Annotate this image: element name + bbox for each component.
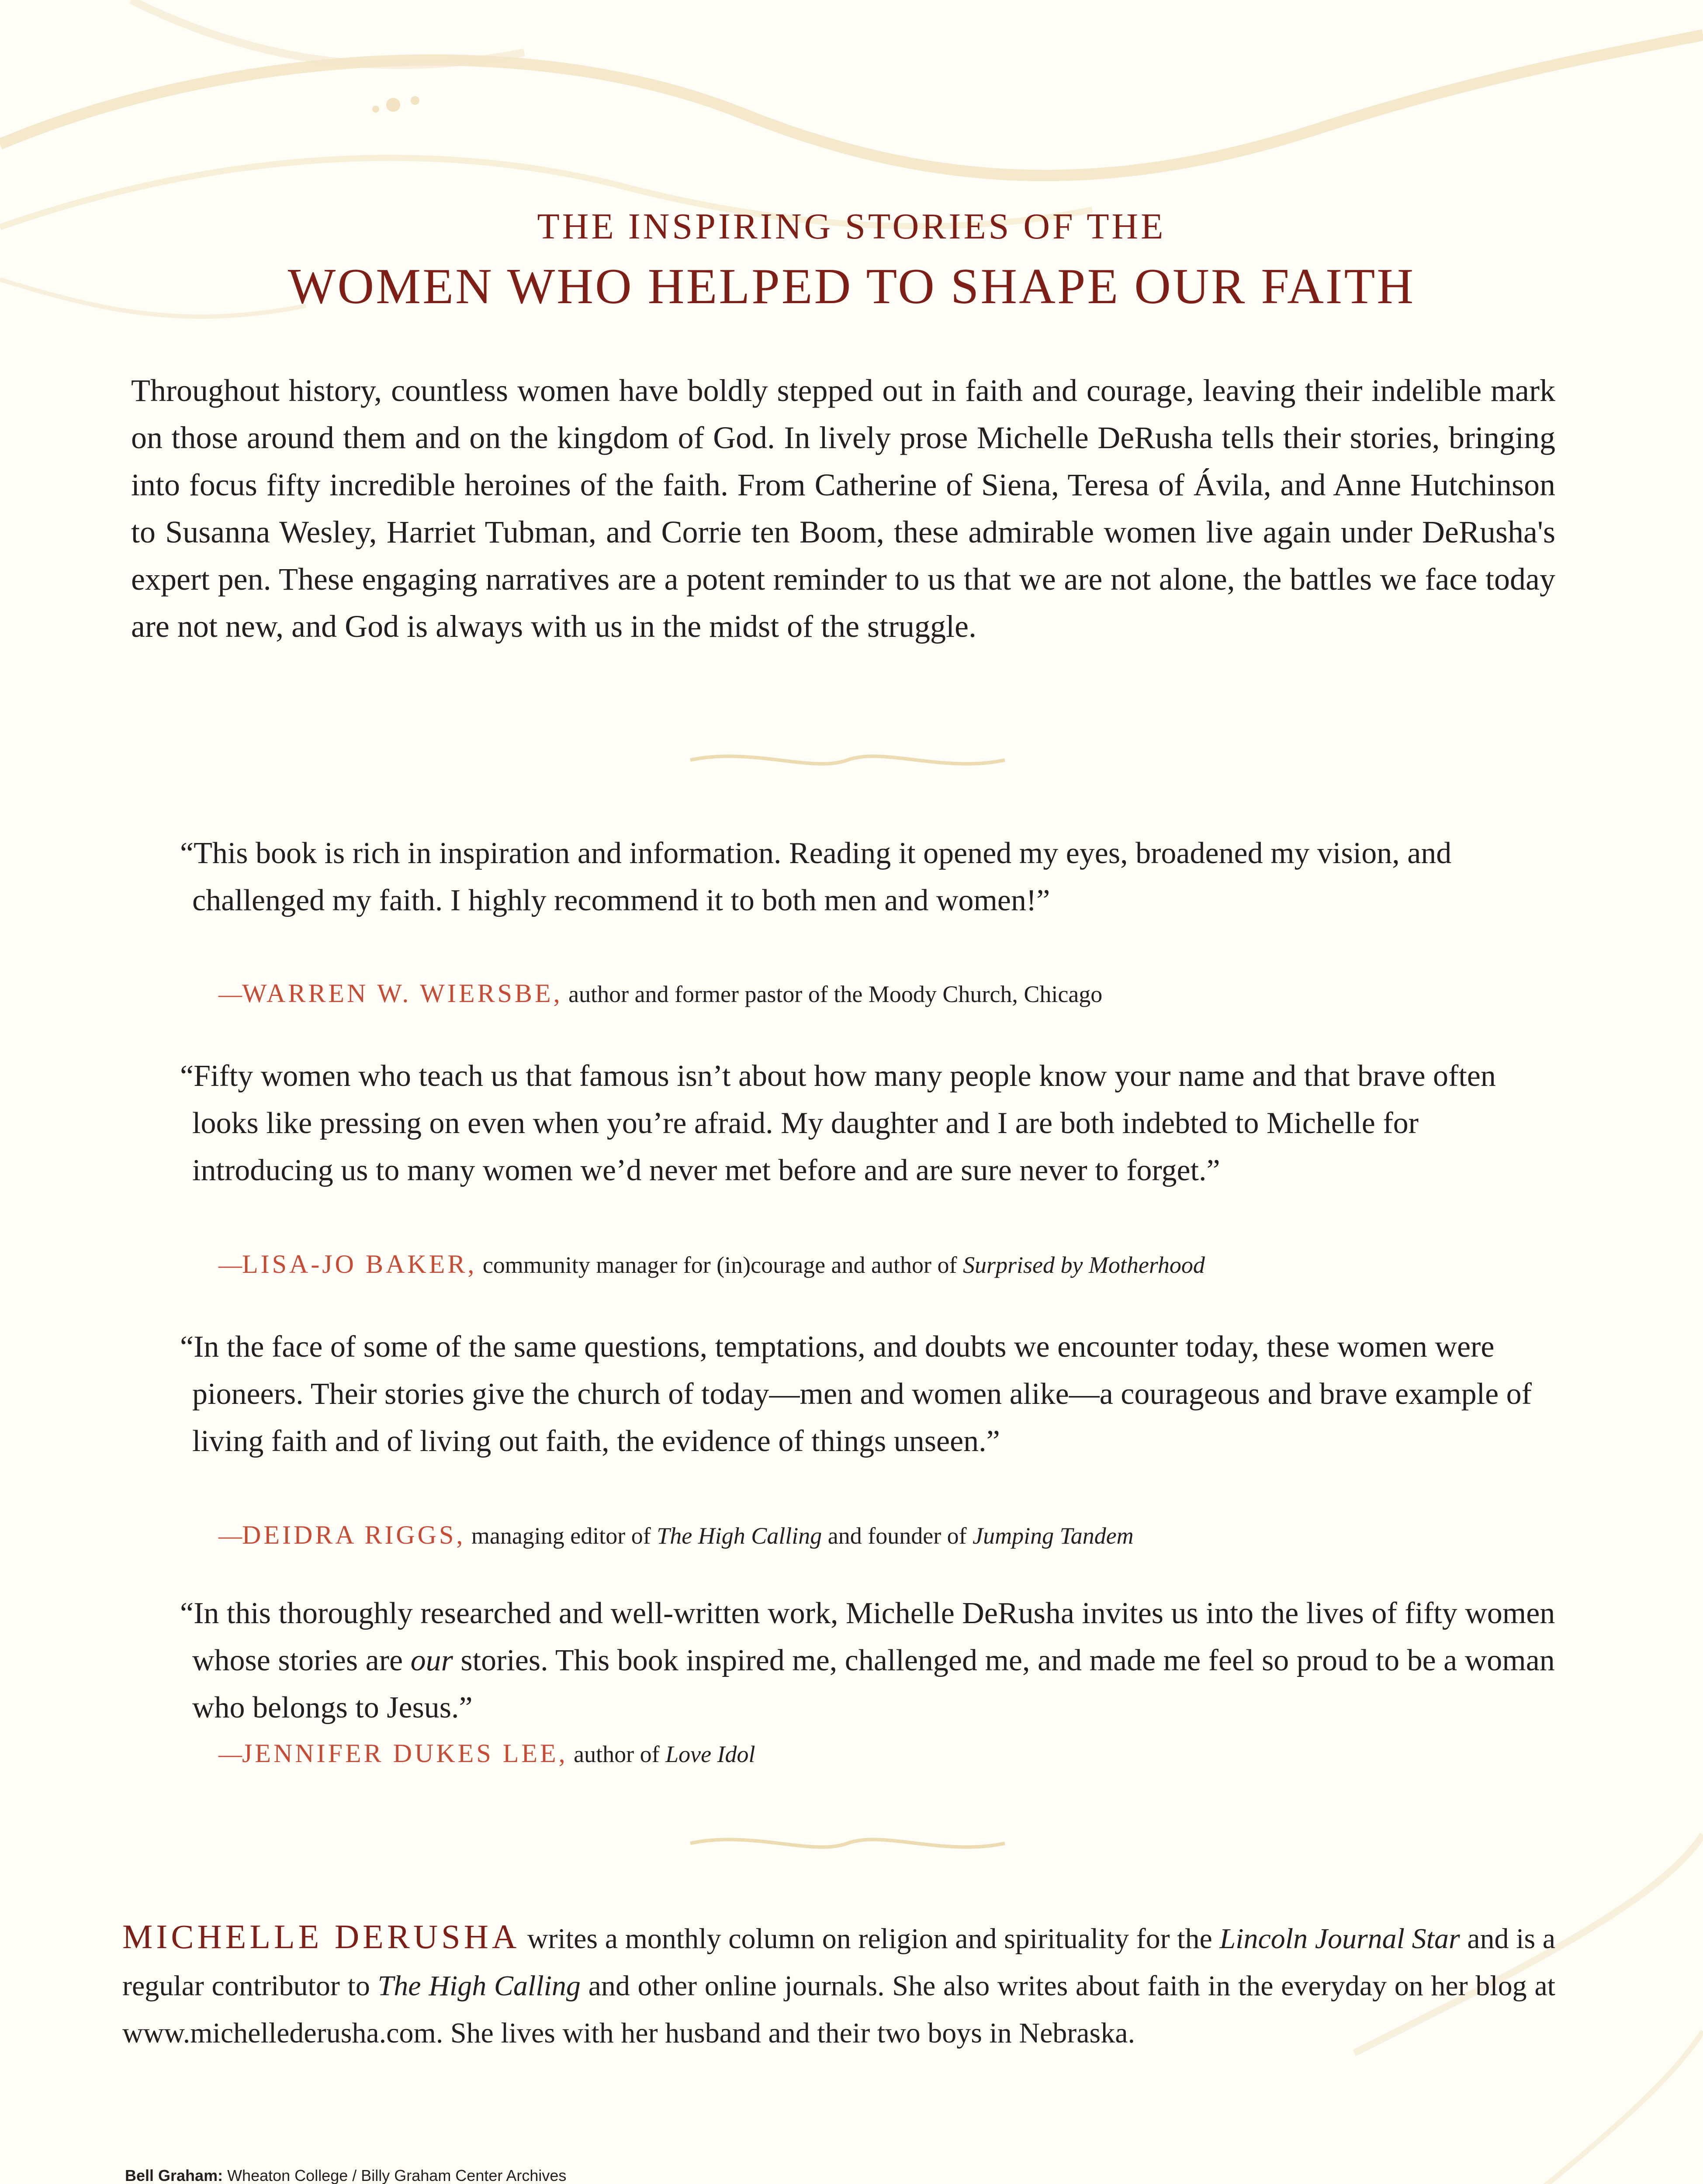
tagline-heading-line-2: WOMEN WHO HELPED TO SHAPE OUR FAITH (287, 259, 1416, 314)
credit-source: Wheaton College / Billy Graham Center Archives (223, 2167, 567, 2184)
endorser-name: JENNIFER DUKES LEE, (242, 1739, 568, 1768)
endorser-role: author of (568, 1741, 666, 1767)
endorser-organization: Jumping Tandem (973, 1523, 1134, 1549)
divider-ornament (682, 743, 1014, 778)
attribution-dash: — (218, 1523, 242, 1549)
endorsement-attribution-3 (218, 1520, 1573, 1550)
tagline-heading-line-1: THE INSPIRING STORIES OF THE (537, 206, 1166, 247)
bio-text: and other online journals. She also writes about faith in the everyday on her blog at www.michellederusha.com. She lives with her husband and their two boys in Nebraska. (122, 1970, 1555, 2049)
endorsement-attribution-4 (218, 1738, 1573, 1769)
endorser-role-cont: and founder of (822, 1523, 973, 1549)
bio-text: and is a regular contributor to (122, 1923, 1556, 2002)
quote-text-end: stories. This book inspired me, challenged me, and made me feel so proud to be a woman who belongs to Jesus.” (192, 1644, 1555, 1724)
endorser-book-title: Surprised by Motherhood (962, 1252, 1205, 1278)
attribution-dash: — (218, 1741, 242, 1767)
endorser-name: WARREN W. WIERSBE, (242, 979, 563, 1008)
attribution-dash: — (218, 1252, 242, 1278)
endorsement-quote-4 (180, 1590, 1555, 1731)
endorser-role: author and former pastor of the Moody Church, Chicago (562, 981, 1103, 1007)
endorser-name: LISA-JO BAKER, (242, 1250, 477, 1279)
bio-publication: The High Calling (377, 1970, 581, 2002)
endorsement-attribution-2 (218, 1249, 1573, 1279)
endorsement-quote-1: “This book is rich in inspiration and information. Reading it opened my eyes, broadened my vision, and challenged my faith. I highly recommend it to both men and women!” (180, 836, 1452, 917)
author-name: MICHELLE DERUSHA (122, 1918, 520, 1956)
endorser-role: community manager for (in)courage and author of (477, 1252, 963, 1278)
author-bio (122, 1913, 1555, 2057)
credit-label: Bell Graham: (125, 2167, 223, 2184)
endorsement-quote-3: “In the face of some of the same questions, temptations, and doubts we encounter today, these women were pioneers. Their stories give the church of today—men and women alike—a courageous and brave example of living faith and of living out faith, the evidence of things unseen.” (180, 1330, 1532, 1458)
endorsement-quote-2: “Fifty women who teach us that famous isn’t about how many people know your name and that brave often looks like pressing on even when you’re afraid. My daughter and I are both indebted to Michelle for introducing us to many women we’d never met before and are sure never to forget.” (180, 1059, 1496, 1187)
endorser-publication: The High Calling (657, 1523, 822, 1549)
quote-text-start: “In this thoroughly researched and well-written work, Michelle DeRusha invites us into the lives of fifty women whose stories are (180, 1597, 1555, 1677)
attribution-dash: — (218, 981, 242, 1007)
endorser-book-title: Love Idol (665, 1741, 755, 1767)
bio-text: writes a monthly column on religion and spirituality for the (520, 1923, 1220, 1955)
photo-credits (125, 2167, 911, 2184)
credit-line (125, 2167, 911, 2184)
endorser-name: DEIDRA RIGGS, (242, 1521, 466, 1549)
endorsement-attribution-1 (218, 978, 1573, 1009)
divider-ornament (682, 1826, 1014, 1861)
endorser-role: managing editor of (465, 1523, 657, 1549)
bio-publication: Lincoln Journal Star (1219, 1923, 1460, 1955)
quote-emphasis: our (410, 1644, 453, 1677)
book-description: Throughout history, countless women have boldly stepped out in faith and courage, leaving their indelible mark on those around them and on the kingdom of God. In lively prose Michelle DeRusha tells their stories, bringing into focus fifty incredible heroines of the faith. From Catherine of Siena, Teresa of Ávila, and Anne Hutchinson to Susanna Wesley, Harriet Tubman, and Corrie ten Boom, these admirable women live again under DeRusha's expert pen. These engaging narratives are a potent reminder to us that we are not alone, the battles we face today are not new, and God is always with us in the midst of the struggle. (131, 373, 1555, 644)
